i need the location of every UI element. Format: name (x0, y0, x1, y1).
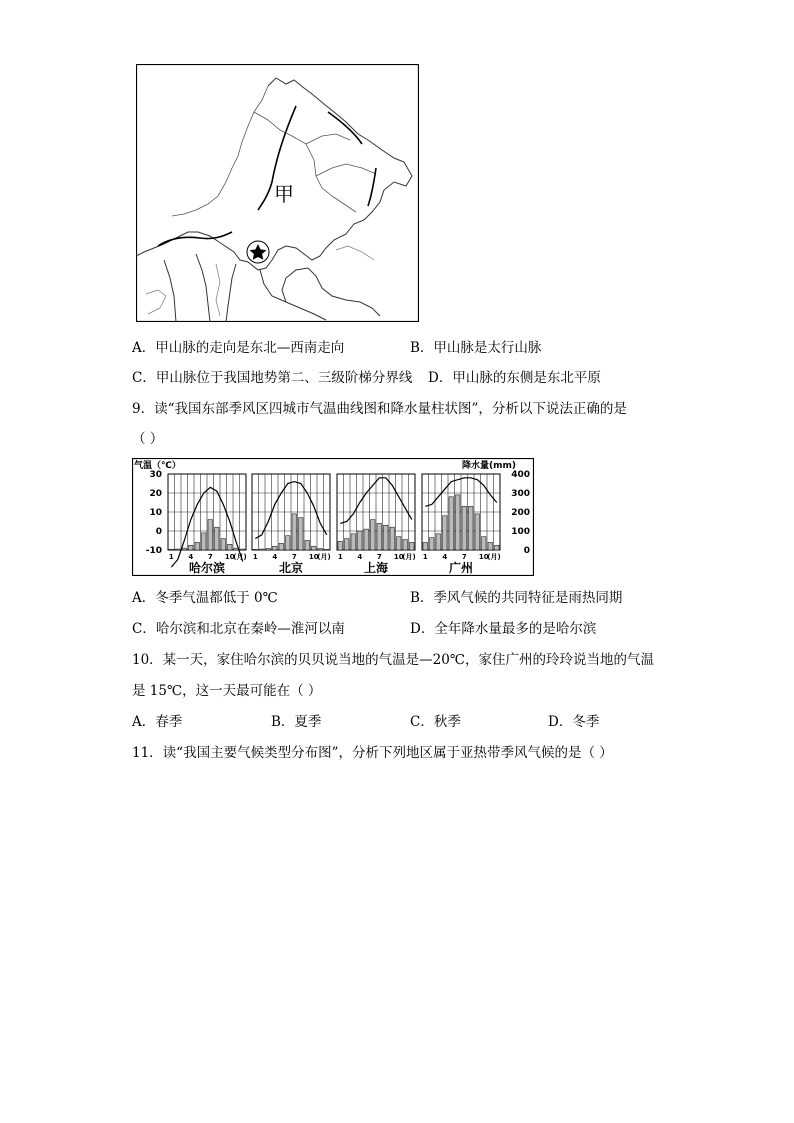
precipitation-bar (430, 538, 435, 550)
month-tick-label: 4 (188, 553, 194, 561)
precipitation-bar (279, 543, 284, 550)
month-tick-label: (月) (317, 553, 331, 561)
precipitation-bar (325, 549, 330, 550)
precipitation-bar (202, 533, 207, 550)
month-tick-label: (月) (487, 553, 501, 561)
month-tick-label: 10 (393, 553, 404, 561)
month-tick-label: 7 (207, 553, 213, 561)
precipitation-bar (364, 529, 369, 550)
climate-chart (132, 458, 534, 576)
precipitation-bar (377, 523, 382, 550)
precipitation-bar (312, 546, 317, 550)
month-tick-label: 4 (442, 553, 448, 561)
q9-option-c[interactable]: C．哈尔滨和北京在秦岭—淮河以南 (132, 621, 345, 637)
temp-tick-label: 20 (149, 489, 162, 499)
precipitation-bar (189, 545, 194, 550)
precipitation-bar (318, 548, 323, 550)
city-name-label: 广州 (448, 561, 474, 575)
precipitation-bar (182, 548, 187, 550)
precipitation-bar (436, 534, 441, 550)
month-tick-label: 7 (291, 553, 297, 561)
precipitation-bar (449, 497, 454, 550)
q10-option-b[interactable]: B．夏季 (271, 714, 322, 730)
temp-tick-label: 30 (149, 470, 162, 480)
q9-option-d[interactable]: D．全年降水量最多的是哈尔滨 (410, 621, 597, 637)
city-name-label: 哈尔滨 (188, 561, 226, 575)
temp-axis-label: 气温（℃） (134, 461, 181, 471)
precipitation-bar (475, 514, 480, 550)
precipitation-bar (260, 549, 265, 550)
precipitation-bar (390, 527, 395, 550)
q10-option-c[interactable]: C．秋季 (410, 714, 461, 730)
precipitation-bar (338, 541, 343, 550)
precipitation-bar (488, 542, 493, 550)
precip-tick-label: 100 (511, 527, 530, 537)
month-tick-label: (月) (402, 553, 416, 561)
precip-axis-label: 降水量(mm) (462, 461, 516, 471)
q10-stem-line2: 是 15℃，这一天最可能在（ ） (132, 683, 322, 699)
precipitation-bar (351, 534, 356, 550)
precipitation-bar (397, 537, 402, 550)
precipitation-bar (266, 548, 271, 550)
precipitation-bar (253, 549, 258, 550)
precipitation-bar (292, 514, 297, 550)
q8-option-a[interactable]: A．甲山脉的走向是东北—西南走向 (132, 340, 345, 356)
precipitation-bar (221, 539, 226, 550)
precip-tick-label: 200 (511, 508, 530, 518)
month-tick-label: 1 (252, 553, 258, 561)
precipitation-bar (241, 549, 246, 550)
precipitation-bar (358, 531, 363, 550)
precipitation-bar (299, 518, 304, 550)
precip-tick-label: 300 (511, 489, 530, 499)
precipitation-bar (195, 542, 200, 550)
month-tick-label: (月) (233, 553, 247, 561)
q8-option-c[interactable]: C．甲山脉位于我国地势第二、三级阶梯分界线 (132, 370, 413, 386)
precipitation-bar (403, 540, 408, 550)
month-tick-label: 1 (422, 553, 428, 561)
precip-tick-label: 0 (523, 546, 530, 556)
precipitation-bar (169, 549, 174, 550)
month-tick-label: 4 (272, 553, 278, 561)
precipitation-bar (456, 495, 461, 550)
month-tick-label: 10 (224, 553, 235, 561)
q11-stem: 11．读“我国主要气候类型分布图”，分析下列地区属于亚热带季风气候的是（ ） (132, 745, 613, 761)
month-tick-label: 7 (461, 553, 467, 561)
city-name-label: 上海 (363, 561, 389, 575)
month-tick-label: 10 (308, 553, 319, 561)
precipitation-bar (462, 506, 467, 550)
temp-tick-label: 0 (155, 527, 162, 537)
q9-answer-paren: （ ） (132, 431, 164, 447)
month-tick-label: 4 (357, 553, 363, 561)
precipitation-bar (443, 516, 448, 550)
precipitation-bar (423, 542, 428, 550)
month-tick-label: 1 (168, 553, 174, 561)
q9-option-a[interactable]: A．冬季气温都低于 0℃ (132, 590, 278, 606)
month-tick-label: 7 (376, 553, 382, 561)
temp-tick-label: 10 (149, 508, 162, 518)
q8-option-b[interactable]: B．甲山脉是太行山脉 (410, 340, 542, 356)
precipitation-bar (286, 536, 291, 550)
precipitation-bar (371, 520, 376, 550)
precipitation-bar (273, 546, 278, 550)
month-tick-label: 10 (478, 553, 489, 561)
precipitation-bar (482, 537, 487, 550)
precipitation-bar (208, 520, 213, 550)
q10-option-a[interactable]: A．春季 (132, 714, 183, 730)
precipitation-bar (228, 544, 233, 550)
precipitation-bar (176, 549, 181, 550)
temp-tick-label: -10 (145, 546, 162, 556)
precip-tick-label: 400 (511, 470, 530, 480)
precipitation-bar (384, 525, 389, 550)
q9-option-b[interactable]: B．季风气候的共同特征是雨热同期 (410, 590, 623, 606)
map-label-jia: 甲 (274, 182, 294, 206)
precipitation-bar (305, 541, 310, 551)
precipitation-bar (215, 527, 220, 550)
precipitation-bar (410, 542, 415, 550)
precipitation-bar (345, 539, 350, 550)
q10-stem-line1: 10．某一天，家住哈尔滨的贝贝说当地的气温是—20℃，家住广州的玲玲说当地的气温 (132, 652, 654, 668)
q8-option-d[interactable]: D．甲山脉的东侧是东北平原 (428, 370, 601, 386)
city-name-label: 北京 (278, 561, 304, 575)
q9-stem: 9．读“我国东部季风区四城市气温曲线图和降水量柱状图”，分析以下说法正确的是 (132, 401, 627, 417)
precipitation-bar (495, 545, 500, 550)
northeast-china-map (136, 64, 419, 322)
precipitation-bar (469, 506, 474, 550)
q10-option-d[interactable]: D．冬季 (548, 714, 600, 730)
month-tick-label: 1 (337, 553, 343, 561)
